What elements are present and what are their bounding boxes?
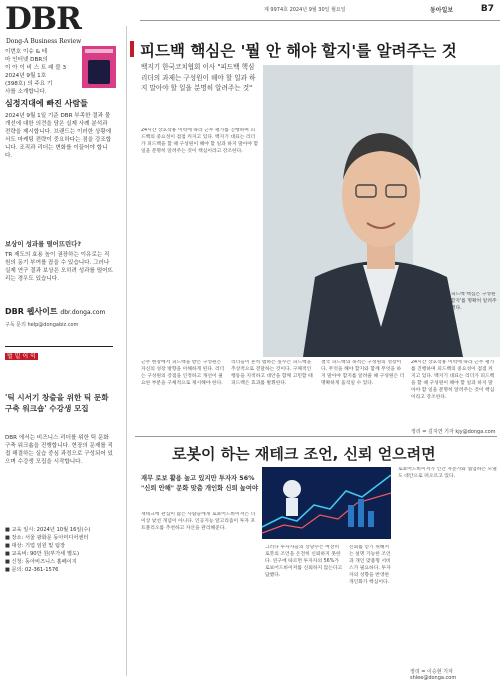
workshop-details: ■ 교육 일시: 2024년 10월 16일(수) ■ 장소: 서울 광화문 동아미디어센터 ■ 대상: 기업 임원 및 팀장 ■ 교육비: 90만 원(부가세 별도) ■ 신청: 동아비즈니스 홈페이지 ■ 문의: 02-361-1576 <box>5 527 91 573</box>
article2-body-col4: 로보어드바이저가 인간 자문가와 협업하는 모델도 대안으로 떠오르고 있다. <box>398 467 497 479</box>
website-title: DBR 웹사이트 dbr.donga.com <box>5 307 106 316</box>
article1-body-col1: 24시간 상호작용 이력에 따라 근무 평가를 진행하며 피드백의 중요성이 점점 커지고 있다. 백지기 대표는 리더가 피드백을 할 때 구성원이 해야 할 일과 하지 말아야 할 일을 분명히 알려주는 것이 핵심이라고 강조한다. <box>141 128 259 154</box>
promo-text: 이번호 이슈 & 테 마 인터넷 DBR의 이 아 이 비 스 트 래 블 3 2024년 9월 1호 (398호) 의 주요 기 사를 소개합니다. <box>5 49 67 95</box>
article2-body-col2: 그러나 투자자들의 상당수는 여전히 로봇의 조언을 온전히 신뢰하지 못한다. 연구에 따르면 투자자의 56%가 로보어드바이저를 신뢰하지 않는다고 답했다. <box>265 545 343 578</box>
article2-title: 로봇이 하는 재테크 조언, 신뢰 얻으려면 <box>172 445 436 463</box>
article1-byline: 정리 = 김지연 기자 kjy@donga.com <box>411 429 496 435</box>
workshop-heading: '틱 시서기 창출을 위한 틱 문화 구축 워크숍' 수강생 모집 <box>5 393 109 413</box>
sidebar-subhead: 보상이 성과를 떨어뜨린다? <box>5 240 82 248</box>
article1-body-col3: 리더들이 흔히 범하는 실수는 피드백을 추상적으로 전달하는 것이다. 구체적인 행동을 지적하고 대안을 함께 고민할 때 피드백은 효과를 발휘한다. <box>231 360 313 386</box>
article1-body-col2: 근무 현장에서 피드백을 받은 구성원은 자신의 성장 방향을 이해하게 된다. 리더는 구성원의 강점을 인정하고 개선이 필요한 부분을 구체적으로 제시해야 한다. <box>141 360 225 386</box>
dbr-subtitle: Dong-A Business Review <box>6 38 82 45</box>
section-name: 동아일보 <box>430 7 454 14</box>
issue-info: 제 9974호 2024년 9월 30일 월요일 <box>264 7 346 13</box>
article2-body-col1: 재테크에 관심이 많은 사람들에게 로보어드바이저는 더 이상 낯선 개념이 아니다. 인공지능 알고리즘이 투자 포트폴리오를 추천하고 자산을 관리해준다. <box>141 512 256 531</box>
robo-advisor-illustration <box>262 467 391 539</box>
article2-body-col3: 신뢰를 얻기 위해서는 설명 가능한 조언과 개인 맞춤형 서비스가 필요하다. 투자자의 성향을 반영한 개인화가 핵심이다. <box>349 545 391 585</box>
workshop-body: DBR 에서는 비즈니스 리더를 위한 틱 문화 구축 워크숍을 진행합니다. 현장의 문제를 직접 해결하는 실습 중심 과정으로 구성되어 있으며 수강생 모집을 시작합니다. <box>5 435 113 465</box>
header-rule <box>140 20 500 21</box>
workshop-notice <box>5 392 113 574</box>
article-divider <box>135 436 497 437</box>
contact-info: 구독 문의 help@dongabiz.com <box>5 322 79 328</box>
sidebar-heading: 심정지대에 빠진 사람들 <box>5 99 88 108</box>
article1-title: 피드백 핵심은 '뭘 안 해야 할지'를 알려주는 것 <box>140 39 457 61</box>
dbr-logo: DBR <box>5 1 81 37</box>
article2-byline: 정리 = 이승현 기자 shlee@donga.com <box>410 669 457 681</box>
section-rule <box>5 346 113 347</box>
sidebar-body: 2024년 9월 1일 기준 DBR 부족한 결과 물 개선에 대한 의견을 담은 실제 사례 분석과 전략을 제시합니다. 브랜드는 이러한 상황에서도 마케팅 전략이 중요하다는 점을 강조합니다. 조직과 리더는 변화를 이끌어야 합니다. <box>5 113 112 159</box>
magazine-cover-image <box>82 46 116 88</box>
photo-caption: 백지기 대표는 피드백 핵심은 구성원이 '뭘 안 해야 할지'를 명확히 알려주는 것이라고 말했다. <box>420 292 497 311</box>
sidebar-article <box>5 100 113 323</box>
sidebar-body-2: TR 제도의 효용 높이 권장하는 이유로는 직원의 동기 부여를 꼽을 수 있습니다. 그러나 실제 연구 결과 보상은 오히려 성과를 떨어뜨리는 경우도 있습니다. <box>5 252 113 282</box>
page-number: B7 <box>480 4 494 14</box>
article1-lead: 백지기 한국코치협회 이사 "피드백 핵심 리더의 과제는 구성원이 해야 할 일과 하지 말아야 할 일을 분명히 알려주는 것" <box>141 63 256 92</box>
article1-body-col5: 24시간 상호작용 이력에 따라 근무 평가를 진행하며 피드백의 중요성이 점점 커지고 있다. 백지기 대표는 리더가 피드백을 할 때 구성원이 해야 할 일과 하지 말아야 할 일을 분명히 알려주는 것이 핵심이라고 강조한다. <box>411 360 495 400</box>
sidebar-tag: 벌 밑 이 익 <box>7 353 36 360</box>
article1-body-col4: 결국 피드백의 목적은 구성원의 성장이다. 무엇을 해야 할지와 함께 무엇을 하지 말아야 할지를 알려줄 때 구성원은 더 명확하게 움직일 수 있다. <box>321 360 405 386</box>
column-divider <box>126 26 127 676</box>
article2-lead: 재무 로보 활용 높고 있지만 투자자 56% "신뢰 안해" 문화 맞춤 개인화 신뢰 높여야 <box>141 475 259 492</box>
